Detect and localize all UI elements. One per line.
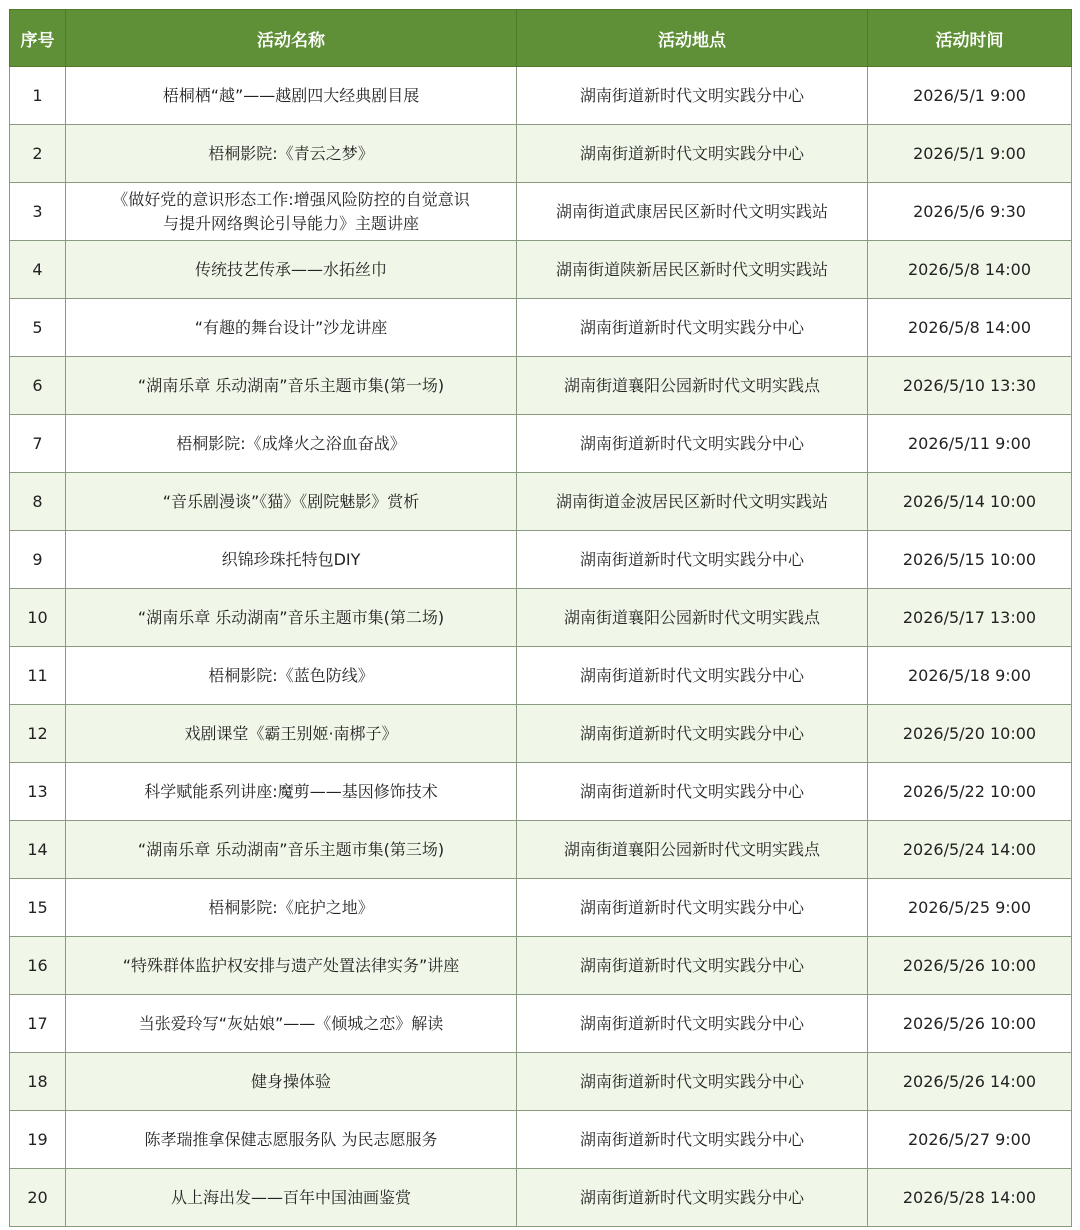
table-row [10,821,1072,879]
row-activity-place: 湖南街道新时代文明实践分中心 [517,1053,868,1111]
table-row [10,763,1072,821]
row-activity-name: 陈孝瑞推拿保健志愿服务队 为民志愿服务 [66,1111,517,1169]
table-row [10,357,1072,415]
table-row [10,995,1072,1053]
row-activity-time: 2026/5/10 13:30 [868,357,1072,415]
row-index: 19 [10,1111,66,1169]
row-activity-name: “有趣的舞台设计”沙龙讲座 [66,299,517,357]
row-activity-time: 2026/5/18 9:00 [868,647,1072,705]
header-row [10,10,1072,67]
row-activity-place: 湖南街道金波居民区新时代文明实践站 [517,473,868,531]
row-index: 17 [10,995,66,1053]
row-activity-time: 2026/5/15 10:00 [868,531,1072,589]
row-activity-name: 从上海出发——百年中国油画鉴赏 [66,1169,517,1227]
row-activity-time: 2026/5/26 10:00 [868,937,1072,995]
row-activity-time: 2026/5/1 9:00 [868,67,1072,125]
header-activity-place: 活动地点 [517,10,868,67]
row-index: 10 [10,589,66,647]
row-activity-place: 湖南街道新时代文明实践分中心 [517,299,868,357]
row-activity-name: 梧桐影院:《蓝色防线》 [66,647,517,705]
row-activity-name: 科学赋能系列讲座:魔剪——基因修饰技术 [66,763,517,821]
table-body [10,67,1072,1227]
header-index: 序号 [10,10,66,67]
row-activity-name [66,183,517,241]
row-activity-place: 湖南街道新时代文明实践分中心 [517,705,868,763]
row-index: 15 [10,879,66,937]
row-activity-place: 湖南街道襄阳公园新时代文明实践点 [517,821,868,879]
row-activity-time: 2026/5/24 14:00 [868,821,1072,879]
row-activity-name-line-1: 《做好党的意识形态工作:增强风险防控的自觉意识 [112,189,470,209]
row-activity-place: 湖南街道襄阳公园新时代文明实践点 [517,589,868,647]
row-activity-time: 2026/5/28 14:00 [868,1169,1072,1227]
row-activity-name-line-2: 与提升网络舆论引导能力》主题讲座 [162,213,419,233]
header-activity-name: 活动名称 [66,10,517,67]
row-index: 9 [10,531,66,589]
row-index: 3 [10,183,66,241]
row-activity-name: “湖南乐章 乐动湖南”音乐主题市集(第一场) [66,357,517,415]
row-activity-name: “音乐剧漫谈”《猫》《剧院魅影》赏析 [66,473,517,531]
table-row [10,415,1072,473]
row-index: 18 [10,1053,66,1111]
row-activity-place: 湖南街道新时代文明实践分中心 [517,879,868,937]
row-index: 2 [10,125,66,183]
row-activity-place: 湖南街道新时代文明实践分中心 [517,1111,868,1169]
table-row [10,1053,1072,1111]
row-index: 20 [10,1169,66,1227]
row-activity-place: 湖南街道新时代文明实践分中心 [517,415,868,473]
row-index: 7 [10,415,66,473]
row-activity-name: “湖南乐章 乐动湖南”音乐主题市集(第二场) [66,589,517,647]
row-activity-place: 湖南街道新时代文明实践分中心 [517,531,868,589]
row-activity-place: 湖南街道新时代文明实践分中心 [517,647,868,705]
row-activity-name: 梧桐影院:《成烽火之浴血奋战》 [66,415,517,473]
row-index: 4 [10,241,66,299]
row-activity-place: 湖南街道武康居民区新时代文明实践站 [517,183,868,241]
row-activity-place: 湖南街道新时代文明实践分中心 [517,763,868,821]
table-row [10,937,1072,995]
table-row [10,647,1072,705]
row-activity-time: 2026/5/27 9:00 [868,1111,1072,1169]
row-index: 16 [10,937,66,995]
row-activity-time: 2026/5/14 10:00 [868,473,1072,531]
row-index: 11 [10,647,66,705]
row-activity-name: 梧桐影院:《庇护之地》 [66,879,517,937]
table-row [10,125,1072,183]
row-activity-time: 2026/5/26 10:00 [868,995,1072,1053]
row-activity-name: “湖南乐章 乐动湖南”音乐主题市集(第三场) [66,821,517,879]
row-activity-place: 湖南街道新时代文明实践分中心 [517,67,868,125]
table-row [10,531,1072,589]
row-activity-time: 2026/5/1 9:00 [868,125,1072,183]
row-activity-name: 织锦珍珠托特包DIY [66,531,517,589]
row-activity-name: “特殊群体监护权安排与遗产处置法律实务”讲座 [66,937,517,995]
table-row [10,473,1072,531]
row-index: 1 [10,67,66,125]
row-index: 5 [10,299,66,357]
row-activity-place: 湖南街道新时代文明实践分中心 [517,125,868,183]
header-activity-time: 活动时间 [868,10,1072,67]
row-activity-place: 湖南街道襄阳公园新时代文明实践点 [517,357,868,415]
row-activity-time: 2026/5/11 9:00 [868,415,1072,473]
table-row [10,299,1072,357]
row-activity-time: 2026/5/22 10:00 [868,763,1072,821]
table-row [10,1111,1072,1169]
row-activity-time: 2026/5/17 13:00 [868,589,1072,647]
row-index: 8 [10,473,66,531]
row-index: 12 [10,705,66,763]
row-activity-place: 湖南街道新时代文明实践分中心 [517,937,868,995]
row-activity-place: 湖南街道新时代文明实践分中心 [517,1169,868,1227]
row-index: 14 [10,821,66,879]
activity-schedule-container [9,9,1071,1227]
table-row [10,705,1072,763]
row-activity-name: 当张爱玲写“灰姑娘”——《倾城之恋》解读 [66,995,517,1053]
row-activity-name: 传统技艺传承——水拓丝巾 [66,241,517,299]
table-row [10,241,1072,299]
row-index: 13 [10,763,66,821]
table-header [10,10,1072,67]
row-activity-name: 健身操体验 [66,1053,517,1111]
row-activity-time: 2026/5/8 14:00 [868,299,1072,357]
row-activity-time: 2026/5/26 14:00 [868,1053,1072,1111]
table-row [10,589,1072,647]
row-activity-time: 2026/5/25 9:00 [868,879,1072,937]
row-activity-name: 梧桐栖“越”——越剧四大经典剧目展 [66,67,517,125]
row-activity-time: 2026/5/8 14:00 [868,241,1072,299]
row-index: 6 [10,357,66,415]
row-activity-time: 2026/5/6 9:30 [868,183,1072,241]
row-activity-time: 2026/5/20 10:00 [868,705,1072,763]
table-row [10,67,1072,125]
row-activity-name: 梧桐影院:《青云之梦》 [66,125,517,183]
activity-schedule-table [9,9,1072,1227]
row-activity-place: 湖南街道新时代文明实践分中心 [517,995,868,1053]
table-row [10,183,1072,241]
row-activity-place: 湖南街道陕新居民区新时代文明实践站 [517,241,868,299]
table-row [10,879,1072,937]
table-row [10,1169,1072,1227]
row-activity-name: 戏剧课堂《霸王别姬·南梆子》 [66,705,517,763]
